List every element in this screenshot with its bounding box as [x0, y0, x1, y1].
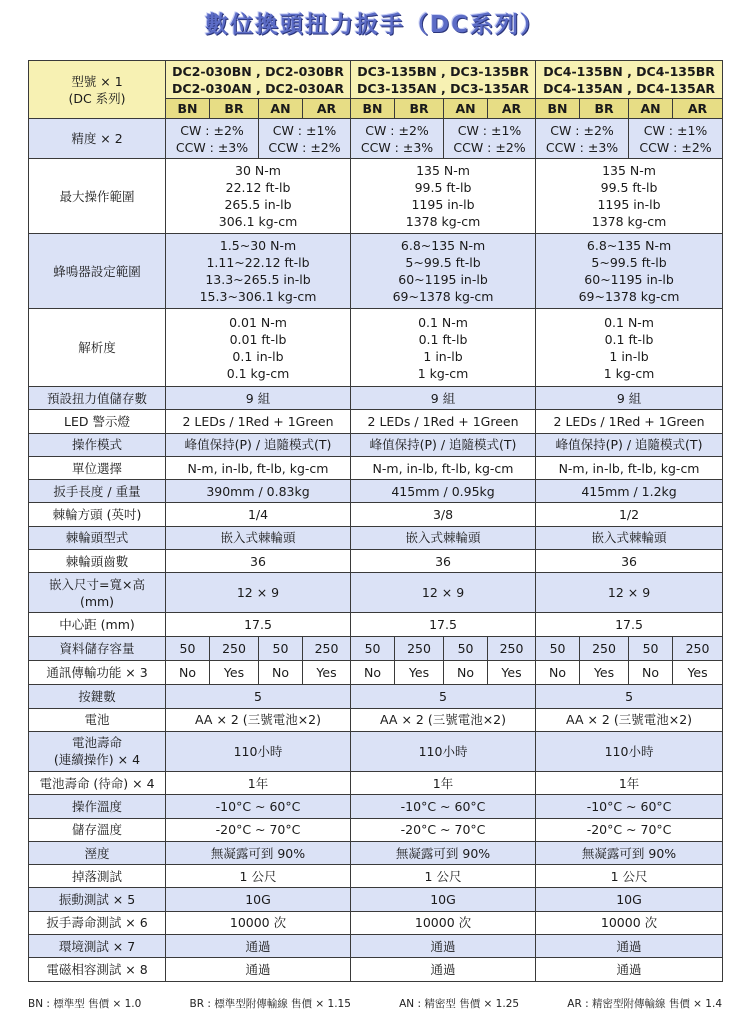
memory-value: 250 — [210, 637, 259, 661]
buzzer_range-value-line: 15.3~306.1 kg-cm — [199, 289, 317, 304]
buzzer_range-value-line: 60~1195 in-lb — [398, 272, 488, 287]
buzzer_range-value-line: 69~1378 kg-cm — [578, 289, 680, 304]
max_range-value-line: 99.5 ft-lb — [414, 180, 472, 195]
max_range-value — [536, 159, 723, 234]
spec-value: 9 組 — [536, 387, 723, 410]
comm-value: Yes — [673, 661, 723, 685]
model-names-2-line: DC4-135BN , DC4-135BR — [543, 63, 715, 79]
grade-an: AN — [259, 99, 303, 119]
comm-value: No — [536, 661, 580, 685]
insert-size-value: 12 × 9 — [166, 573, 351, 613]
price-footer — [28, 996, 722, 1011]
table-row — [29, 234, 723, 309]
table-row — [29, 795, 723, 818]
buzzer_range-value-line: 13.3~265.5 in-lb — [205, 272, 311, 287]
resolution-value — [536, 309, 723, 387]
spec-value: 9 組 — [166, 387, 351, 410]
table-row — [29, 573, 723, 613]
spec-value: AA × 2 (三號電池×2) — [536, 708, 723, 731]
table-row — [29, 503, 723, 526]
max_range-value-line: 1195 in-lb — [411, 197, 475, 212]
spec-label: 扳手壽命測試 × 6 — [29, 911, 166, 934]
comm-value: No — [444, 661, 488, 685]
max_range-value-line: 22.12 ft-lb — [225, 180, 291, 195]
spec-label: 環境測試 × 7 — [29, 935, 166, 958]
spec-value: 36 — [351, 550, 536, 573]
spec-label: 操作溫度 — [29, 795, 166, 818]
table-row — [29, 119, 723, 159]
center-distance-label: 中心距 (mm) — [29, 613, 166, 637]
model-label-line: (DC 系列) — [68, 90, 126, 106]
accuracy-b-line: CW : ±2% — [550, 122, 614, 138]
spec-value: 峰值保持(P) / 追隨模式(T) — [536, 433, 723, 456]
model-names-2-line: DC4-135AN , DC4-135AR — [543, 80, 716, 96]
resolution-value-line: 0.1 N-m — [604, 314, 654, 330]
model-label-line: 型號 × 1 — [71, 73, 123, 89]
table-row — [29, 433, 723, 456]
spec-value: -20°C ~ 70°C — [166, 818, 351, 841]
spec-value: 2 LEDs / 1Red + 1Green — [351, 410, 536, 433]
spec-value: 5 — [351, 685, 536, 708]
buzzer_range-value — [166, 234, 351, 309]
max_range-value — [166, 159, 351, 234]
spec-label: 棘輪頭齒數 — [29, 550, 166, 573]
table-row — [29, 637, 723, 661]
resolution-value-line: 1 kg-cm — [417, 365, 469, 381]
grade-bn: BN — [536, 99, 580, 119]
spec-label: 電池 — [29, 708, 166, 731]
accuracy-a-line: CCW : ±2% — [453, 139, 526, 155]
spec-value: 嵌入式棘輪頭 — [166, 526, 351, 549]
accuracy-b-line: CW : ±2% — [365, 122, 429, 138]
spec-value: 無凝露可到 90% — [166, 841, 351, 864]
accuracy-a-line: CW : ±1% — [272, 122, 337, 138]
spec-value: 9 組 — [351, 387, 536, 410]
insert-size-label-line: 嵌入尺寸=寬×高 — [49, 576, 145, 592]
table-row — [29, 865, 723, 888]
table-row — [29, 159, 723, 234]
battery-life-op-label — [29, 731, 166, 771]
model-names-0-line: DC2-030AN , DC2-030AR — [172, 80, 344, 96]
table-row — [29, 841, 723, 864]
insert-size-label — [29, 573, 166, 613]
buzzer_range-value — [536, 234, 723, 309]
spec-label: 扳手長度 / 重量 — [29, 480, 166, 503]
comm-label: 通訊傳輸功能 × 3 — [29, 661, 166, 685]
spec-value: 1/2 — [536, 503, 723, 526]
resolution-value — [166, 309, 351, 387]
buzzer_range-value-line: 5~99.5 ft-lb — [405, 255, 481, 270]
battery-life-op-value: 110小時 — [166, 731, 351, 771]
spec-value: 10G — [351, 888, 536, 911]
spec-label: 掉落測試 — [29, 865, 166, 888]
spec-value: N-m, in-lb, ft-lb, kg-cm — [166, 456, 351, 479]
accuracy-label: 精度 × 2 — [29, 119, 166, 159]
memory-value: 50 — [536, 637, 580, 661]
spec-value: 嵌入式棘輪頭 — [351, 526, 536, 549]
insert-size-label-line: (mm) — [79, 593, 115, 609]
footer-br: BR : 標準型附傳輸線 售價 × 1.15 — [189, 998, 351, 1010]
model-names-1-line: DC3-135AN , DC3-135AR — [357, 80, 529, 96]
spec-label: 棘輪頭型式 — [29, 526, 166, 549]
spec-label: 預設扭力值儲存數 — [29, 387, 166, 410]
spec-value: 2 LEDs / 1Red + 1Green — [536, 410, 723, 433]
table-row — [29, 708, 723, 731]
resolution-value-line: 1 kg-cm — [603, 365, 655, 381]
max_range-value-line: 1378 kg-cm — [591, 214, 667, 229]
center-distance-value: 17.5 — [536, 613, 723, 637]
memory-value: 250 — [303, 637, 351, 661]
spec-value: 峰值保持(P) / 追隨模式(T) — [166, 433, 351, 456]
model-names-1 — [351, 61, 536, 99]
table-row — [29, 911, 723, 934]
insert-size-value: 12 × 9 — [351, 573, 536, 613]
comm-value: Yes — [488, 661, 536, 685]
spec-label: 電池壽命 (待命) × 4 — [29, 771, 166, 794]
accuracy-b-line: CCW : ±3% — [360, 139, 434, 155]
spec-value: -10°C ~ 60°C — [536, 795, 723, 818]
accuracy-b — [166, 119, 259, 159]
spec-value: 峰值保持(P) / 追隨模式(T) — [351, 433, 536, 456]
memory-value: 250 — [673, 637, 723, 661]
resolution-value-line: 1 in-lb — [423, 348, 463, 364]
spec-label: 儲存溫度 — [29, 818, 166, 841]
grade-an: AN — [444, 99, 488, 119]
spec-value: 415mm / 0.95kg — [351, 480, 536, 503]
spec-value: 5 — [166, 685, 351, 708]
memory-value: 250 — [580, 637, 629, 661]
buzzer_range-value-line: 1.5~30 N-m — [219, 238, 297, 253]
buzzer_range-value — [351, 234, 536, 309]
comm-value: No — [259, 661, 303, 685]
resolution-value-line: 0.1 N-m — [418, 314, 468, 330]
spec-value: -20°C ~ 70°C — [536, 818, 723, 841]
table-row — [29, 480, 723, 503]
memory-value: 50 — [629, 637, 673, 661]
model-names-0 — [166, 61, 351, 99]
footer-bn: BN : 標準型 售價 × 1.0 — [28, 998, 142, 1010]
buzzer_range-value-line: 69~1378 kg-cm — [392, 289, 494, 304]
battery-life-op-value: 110小時 — [536, 731, 723, 771]
grade-bn: BN — [351, 99, 395, 119]
spec-value: 36 — [166, 550, 351, 573]
comm-value: Yes — [580, 661, 629, 685]
battery-life-op-label-line: 電池壽命 — [71, 735, 122, 751]
grade-ar: AR — [488, 99, 536, 119]
accuracy-a-line: CW : ±1% — [457, 122, 522, 138]
resolution-value — [351, 309, 536, 387]
buzzer_range-value-line: 60~1195 in-lb — [584, 272, 674, 287]
table-row — [29, 771, 723, 794]
spec-value: 1/4 — [166, 503, 351, 526]
spec-label: 振動測試 × 5 — [29, 888, 166, 911]
table-row — [29, 456, 723, 479]
max_range-value — [351, 159, 536, 234]
memory-value: 250 — [395, 637, 444, 661]
spec-value: -20°C ~ 70°C — [351, 818, 536, 841]
table-row — [29, 958, 723, 981]
spec-value: 無凝露可到 90% — [536, 841, 723, 864]
spec-value: -10°C ~ 60°C — [351, 795, 536, 818]
spec-value: 3/8 — [351, 503, 536, 526]
spec-value: 10000 次 — [351, 911, 536, 934]
max_range-value-line: 1195 in-lb — [597, 197, 661, 212]
spec-value: N-m, in-lb, ft-lb, kg-cm — [351, 456, 536, 479]
comm-value: No — [166, 661, 210, 685]
spec-value: 1年 — [166, 771, 351, 794]
spec-value: 嵌入式棘輪頭 — [536, 526, 723, 549]
spec-value: AA × 2 (三號電池×2) — [351, 708, 536, 731]
table-row — [29, 61, 723, 99]
resolution-value-line: 0.1 ft-lb — [604, 331, 654, 347]
accuracy-b-line: CCW : ±3% — [175, 139, 249, 155]
model-label — [29, 61, 166, 119]
accuracy-a — [259, 119, 351, 159]
memory-value: 50 — [444, 637, 488, 661]
spec-value: 通過 — [351, 958, 536, 981]
spec-value: 通過 — [351, 935, 536, 958]
battery-life-op-value: 110小時 — [351, 731, 536, 771]
insert-size-value: 12 × 9 — [536, 573, 723, 613]
spec-value: AA × 2 (三號電池×2) — [166, 708, 351, 731]
spec-value: 2 LEDs / 1Red + 1Green — [166, 410, 351, 433]
memory-value: 250 — [488, 637, 536, 661]
table-row — [29, 613, 723, 637]
model-names-0-line: DC2-030BN , DC2-030BR — [172, 63, 344, 79]
grade-bn: BN — [166, 99, 210, 119]
spec-value: 通過 — [536, 958, 723, 981]
accuracy-b — [351, 119, 444, 159]
table-row — [29, 550, 723, 573]
comm-value: No — [629, 661, 673, 685]
max_range-value-line: 30 N-m — [235, 163, 281, 178]
spec-label: 電磁相容測試 × 8 — [29, 958, 166, 981]
spec-value: 無凝露可到 90% — [351, 841, 536, 864]
spec-value: 415mm / 1.2kg — [536, 480, 723, 503]
max_range-value-line: 1378 kg-cm — [405, 214, 481, 229]
memory-value: 50 — [351, 637, 395, 661]
table-row — [29, 410, 723, 433]
spec-value: -10°C ~ 60°C — [166, 795, 351, 818]
spec-label: LED 警示燈 — [29, 410, 166, 433]
table-row — [29, 731, 723, 771]
table-row — [29, 661, 723, 685]
accuracy-a — [444, 119, 536, 159]
spec-value: N-m, in-lb, ft-lb, kg-cm — [536, 456, 723, 479]
spec-value: 390mm / 0.83kg — [166, 480, 351, 503]
grade-br: BR — [580, 99, 629, 119]
spec-label: 單位選擇 — [29, 456, 166, 479]
resolution-value-line: 1 in-lb — [609, 348, 649, 364]
resolution-value-line: 0.1 ft-lb — [418, 331, 468, 347]
grade-ar: AR — [303, 99, 351, 119]
table-row — [29, 818, 723, 841]
max_range-value-line: 135 N-m — [416, 163, 470, 178]
spec-label: 溼度 — [29, 841, 166, 864]
memory-label: 資料儲存容量 — [29, 637, 166, 661]
resolution-value-line: 0.01 N-m — [229, 314, 287, 330]
footer-ar: AR : 精密型附傳輸線 售價 × 1.4 — [567, 998, 722, 1010]
table-row — [29, 888, 723, 911]
spec-value: 通過 — [166, 958, 351, 981]
buzzer_range-value-line: 6.8~135 N-m — [400, 238, 486, 253]
table-row — [29, 526, 723, 549]
spec-label: 按鍵數 — [29, 685, 166, 708]
buzzer_range-value-line: 5~99.5 ft-lb — [591, 255, 667, 270]
resolution-value-line: 0.1 in-lb — [232, 348, 284, 364]
spec-label: 棘輪方頭 (英吋) — [29, 503, 166, 526]
table-row — [29, 935, 723, 958]
memory-value: 50 — [259, 637, 303, 661]
center-distance-value: 17.5 — [166, 613, 351, 637]
comm-value: No — [351, 661, 395, 685]
model-names-1-line: DC3-135BN , DC3-135BR — [357, 63, 529, 79]
spec-value: 10000 次 — [536, 911, 723, 934]
max_range-value-line: 99.5 ft-lb — [600, 180, 658, 195]
max_range-label: 最大操作範圍 — [29, 159, 166, 234]
resolution-value-line: 0.1 kg-cm — [226, 365, 290, 381]
spec-value: 1年 — [536, 771, 723, 794]
grade-br: BR — [210, 99, 259, 119]
spec-value: 10G — [536, 888, 723, 911]
spec-value: 1 公尺 — [166, 865, 351, 888]
spec-value: 通過 — [536, 935, 723, 958]
grade-br: BR — [395, 99, 444, 119]
comm-value: Yes — [303, 661, 351, 685]
spec-value: 1 公尺 — [536, 865, 723, 888]
model-names-2 — [536, 61, 723, 99]
accuracy-a-line: CCW : ±2% — [268, 139, 341, 155]
accuracy-b-line: CW : ±2% — [180, 122, 244, 138]
resolution-value-line: 0.01 ft-lb — [229, 331, 287, 347]
footer-an: AN : 精密型 售價 × 1.25 — [399, 998, 520, 1010]
grade-an: AN — [629, 99, 673, 119]
spec-label: 操作模式 — [29, 433, 166, 456]
comm-value: Yes — [395, 661, 444, 685]
buzzer_range-value-line: 6.8~135 N-m — [586, 238, 672, 253]
table-row — [29, 685, 723, 708]
battery-life-op-label-line: (連續操作) × 4 — [53, 752, 141, 768]
max_range-value-line: 135 N-m — [602, 163, 656, 178]
table-row — [29, 309, 723, 387]
buzzer_range-value-line: 1.11~22.12 ft-lb — [206, 255, 310, 270]
spec-table — [28, 60, 723, 982]
buzzer_range-label: 蜂鳴器設定範圍 — [29, 234, 166, 309]
accuracy-b-line: CCW : ±3% — [545, 139, 619, 155]
table-row — [29, 387, 723, 410]
accuracy-b — [536, 119, 629, 159]
spec-value: 5 — [536, 685, 723, 708]
max_range-value-line: 306.1 kg-cm — [218, 214, 298, 229]
spec-value: 1年 — [351, 771, 536, 794]
comm-value: Yes — [210, 661, 259, 685]
resolution-label: 解析度 — [29, 309, 166, 387]
spec-value: 10G — [166, 888, 351, 911]
center-distance-value: 17.5 — [351, 613, 536, 637]
accuracy-a — [629, 119, 723, 159]
accuracy-a-line: CCW : ±2% — [639, 139, 712, 155]
spec-value: 36 — [536, 550, 723, 573]
spec-value: 10000 次 — [166, 911, 351, 934]
spec-value: 1 公尺 — [351, 865, 536, 888]
grade-ar: AR — [673, 99, 723, 119]
spec-value: 通過 — [166, 935, 351, 958]
page-title: 數位換頭扭力扳手（DC系列） — [205, 12, 545, 38]
memory-value: 50 — [166, 637, 210, 661]
max_range-value-line: 265.5 in-lb — [224, 197, 292, 212]
accuracy-a-line: CW : ±1% — [643, 122, 708, 138]
